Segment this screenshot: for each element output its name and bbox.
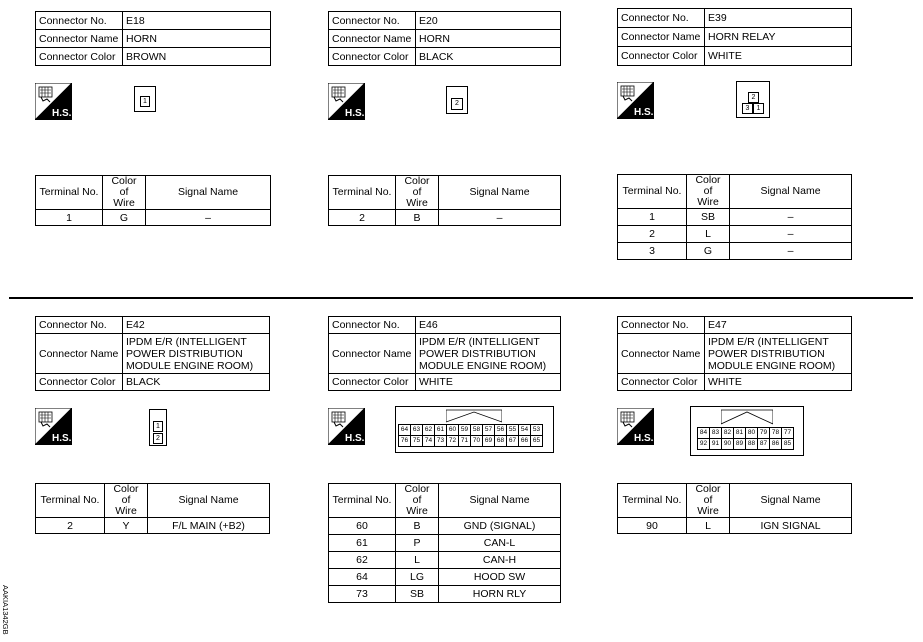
- connector-name-label: Connector Name: [329, 30, 416, 48]
- table-row: 61 P CAN-L: [329, 535, 561, 552]
- pin: 2: [451, 98, 463, 110]
- pin: 63: [410, 424, 423, 436]
- table-row: 1 SB –: [618, 209, 852, 226]
- connector-name-value: IPDM E/R (INTELLIGENT POWER DISTRIBUTION MODULE ENGINE ROOM): [705, 334, 852, 374]
- table-row: 73 SB HORN RLY: [329, 586, 561, 603]
- connector-no-label: Connector No.: [329, 317, 416, 334]
- connector-info-table: [617, 8, 852, 66]
- pin: 56: [494, 424, 507, 436]
- connector-no-label: Connector No.: [618, 9, 705, 28]
- pin: 89: [733, 438, 746, 450]
- harness-side-icon: [617, 82, 654, 119]
- pin: 87: [757, 438, 770, 450]
- pin: 70: [470, 435, 483, 447]
- signal-name-header: Signal Name: [730, 175, 852, 209]
- pin: 91: [709, 438, 722, 450]
- hs-label: H.S.: [345, 433, 365, 444]
- connector-name-label: Connector Name: [618, 334, 705, 374]
- connector-no-value: E20: [416, 12, 561, 30]
- connector-color-value: WHITE: [705, 374, 852, 391]
- pin: 1: [140, 96, 150, 107]
- pin: 65: [530, 435, 543, 447]
- table-row: 90 L IGN SIGNAL: [618, 518, 852, 534]
- terminal-table: [617, 483, 852, 534]
- connector-face: [446, 86, 468, 114]
- connector-info-table: [328, 316, 561, 391]
- connector-color-label: Connector Color: [36, 374, 123, 391]
- connector-latch: [446, 409, 502, 423]
- hs-label: H.S.: [52, 433, 72, 444]
- color-of-wire-header: Color of Wire: [105, 484, 148, 518]
- pin: 58: [470, 424, 483, 436]
- connector-name-label: Connector Name: [329, 334, 416, 374]
- pin: 61: [434, 424, 447, 436]
- pin: 1: [153, 421, 163, 432]
- pin: 72: [446, 435, 459, 447]
- connector-no-label: Connector No.: [329, 12, 416, 30]
- connector-face: [134, 86, 156, 112]
- terminal-table: [328, 175, 561, 226]
- connector-color-label: Connector Color: [618, 47, 705, 66]
- connector-color-label: Connector Color: [329, 48, 416, 66]
- hs-label: H.S.: [345, 108, 365, 119]
- table-row: 64 LG HOOD SW: [329, 569, 561, 586]
- pin: 66: [518, 435, 531, 447]
- connector-color-value: BLACK: [416, 48, 561, 66]
- connector-color-label: Connector Color: [329, 374, 416, 391]
- harness-side-icon: [328, 83, 365, 120]
- connector-color-label: Connector Color: [36, 48, 123, 66]
- pin: 74: [422, 435, 435, 447]
- harness-side-icon: [35, 408, 72, 445]
- connector-name-value: HORN: [123, 30, 271, 48]
- connector-color-value: WHITE: [705, 47, 852, 66]
- harness-side-icon: [328, 408, 365, 445]
- signal-name-header: Signal Name: [148, 484, 270, 518]
- connector-no-value: E47: [705, 317, 852, 334]
- terminal-no-header: Terminal No.: [36, 176, 103, 210]
- connector-face: [149, 409, 167, 446]
- connector-color-value: BLACK: [123, 374, 270, 391]
- terminal-table: [35, 483, 270, 534]
- terminal-no-header: Terminal No.: [329, 484, 396, 518]
- signal-name-header: Signal Name: [439, 484, 561, 518]
- pin: 62: [422, 424, 435, 436]
- connector-name-label: Connector Name: [36, 30, 123, 48]
- pin: 90: [721, 438, 734, 450]
- connector-no-value: E39: [705, 9, 852, 28]
- color-of-wire-header: Color of Wire: [396, 484, 439, 518]
- table-row: 3 G –: [618, 243, 852, 260]
- connector-name-value: HORN RELAY: [705, 28, 852, 47]
- connector-info-table: [328, 11, 561, 66]
- table-row: 2 Y F/L MAIN (+B2): [36, 518, 270, 534]
- hs-label: H.S.: [52, 108, 72, 119]
- pin: 1: [753, 103, 764, 114]
- pin: 92: [697, 438, 710, 450]
- pin: 81: [733, 427, 746, 439]
- connector-name-value: IPDM E/R (INTELLIGENT POWER DISTRIBUTION MODULE ENGINE ROOM): [416, 334, 561, 374]
- signal-name-header: Signal Name: [146, 176, 271, 210]
- hs-label: H.S.: [634, 433, 654, 444]
- pin: 67: [506, 435, 519, 447]
- terminal-no-header: Terminal No.: [618, 175, 687, 209]
- pin: 54: [518, 424, 531, 436]
- pin: 69: [482, 435, 495, 447]
- connector-info-table: [35, 316, 270, 391]
- color-of-wire-header: Color of Wire: [103, 176, 146, 210]
- connector-face: [736, 81, 770, 118]
- table-row: 2 L –: [618, 226, 852, 243]
- harness-side-icon: [617, 408, 654, 445]
- connector-no-label: Connector No.: [618, 317, 705, 334]
- pin: 88: [745, 438, 758, 450]
- connector-no-value: E42: [123, 317, 270, 334]
- color-of-wire-header: Color of Wire: [687, 175, 730, 209]
- section-divider: [9, 297, 913, 299]
- signal-name-header: Signal Name: [730, 484, 852, 518]
- connector-no-value: E18: [123, 12, 271, 30]
- connector-name-value: IPDM E/R (INTELLIGENT POWER DISTRIBUTION MODULE ENGINE ROOM): [123, 334, 270, 374]
- connector-color-value: WHITE: [416, 374, 561, 391]
- pin: 64: [398, 424, 411, 436]
- connector-name-label: Connector Name: [36, 334, 123, 374]
- pin: 85: [781, 438, 794, 450]
- connector-face: [395, 406, 554, 453]
- connector-name-label: Connector Name: [618, 28, 705, 47]
- connector-info-table: [617, 316, 852, 391]
- figure-code: AAKIA1342GB: [1, 585, 10, 635]
- connector-name-value: HORN: [416, 30, 561, 48]
- pin: 82: [721, 427, 734, 439]
- connector-no-label: Connector No.: [36, 12, 123, 30]
- terminal-no-header: Terminal No.: [36, 484, 105, 518]
- pin-grid: [399, 425, 543, 447]
- pin-grid: [698, 428, 794, 450]
- pin: 60: [446, 424, 459, 436]
- table-row: 2 B –: [329, 210, 561, 226]
- pin: 76: [398, 435, 411, 447]
- connector-info-table: [35, 11, 271, 66]
- terminal-no-header: Terminal No.: [618, 484, 687, 518]
- connector-no-value: E46: [416, 317, 561, 334]
- connector-face: [690, 406, 804, 456]
- pin: 53: [530, 424, 543, 436]
- pin: 80: [745, 427, 758, 439]
- pin: 2: [748, 92, 759, 103]
- pin: 75: [410, 435, 423, 447]
- pin: 84: [697, 427, 710, 439]
- signal-name-header: Signal Name: [439, 176, 561, 210]
- pin: 55: [506, 424, 519, 436]
- pin: 78: [769, 427, 782, 439]
- connector-no-label: Connector No.: [36, 317, 123, 334]
- pin: 86: [769, 438, 782, 450]
- color-of-wire-header: Color of Wire: [687, 484, 730, 518]
- connector-color-label: Connector Color: [618, 374, 705, 391]
- terminal-no-header: Terminal No.: [329, 176, 396, 210]
- pin: 71: [458, 435, 471, 447]
- table-row: 62 L CAN-H: [329, 552, 561, 569]
- color-of-wire-header: Color of Wire: [396, 176, 439, 210]
- terminal-table: [328, 483, 561, 603]
- connector-latch: [721, 409, 773, 425]
- terminal-table: [35, 175, 271, 226]
- pin: 57: [482, 424, 495, 436]
- hs-label: H.S.: [634, 107, 654, 118]
- table-row: 1 G –: [36, 210, 271, 226]
- terminal-table: [617, 174, 852, 260]
- connector-color-value: BROWN: [123, 48, 271, 66]
- table-row: 60 B GND (SIGNAL): [329, 518, 561, 535]
- pin: 3: [742, 103, 753, 114]
- pin: 83: [709, 427, 722, 439]
- pin: 73: [434, 435, 447, 447]
- pin: 79: [757, 427, 770, 439]
- pin: 2: [153, 433, 163, 444]
- harness-side-icon: [35, 83, 72, 120]
- pin: 77: [781, 427, 794, 439]
- pin: 68: [494, 435, 507, 447]
- pin: 59: [458, 424, 471, 436]
